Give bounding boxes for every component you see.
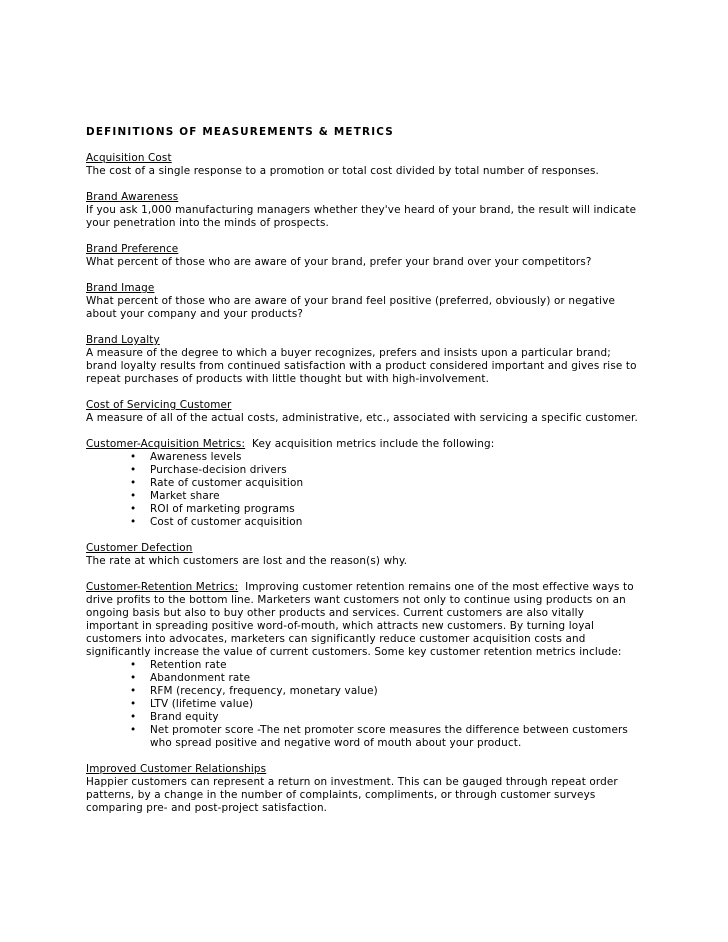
- body-line: A measure of all of the actual costs, administrative, etc., associated with servicing a specific customer.: [86, 412, 638, 424]
- body-line: If you ask 1,000 manufacturing managers whether they've heard of your brand, the result will indicate: [86, 204, 637, 216]
- list-item: [86, 516, 656, 529]
- section-heading: Customer-Acquisition Metrics:: [86, 438, 246, 450]
- body-line: patterns, by a change in the number of complaints, compliments, or through customer surveys: [86, 789, 596, 801]
- body-line: drive profits to the bottom line. Marketers want customers not only to continue using products on an: [86, 594, 626, 606]
- list-item: [86, 451, 656, 464]
- body-line: The cost of a single response to a promotion or total cost divided by total number of responses.: [86, 165, 599, 177]
- section-cost-of-servicing: [86, 399, 656, 425]
- acquisition-metrics-list: [86, 451, 656, 529]
- bullet-icon: •: [130, 711, 137, 723]
- retention-metrics-list: [86, 659, 656, 750]
- list-item-text: Retention rate: [150, 659, 227, 671]
- body-line: significantly increase the value of current customers. Some key customer retention metrics include:: [86, 646, 622, 658]
- body-line: about your company and your products?: [86, 308, 304, 320]
- bullet-icon: •: [130, 516, 137, 528]
- list-item: [86, 477, 656, 490]
- list-item: [86, 685, 656, 698]
- body-line: What percent of those who are aware of your brand, prefer your brand over your competitors?: [86, 256, 592, 268]
- body-line: your penetration into the minds of prospects.: [86, 217, 329, 229]
- list-item-text: Abandonment rate: [150, 672, 251, 684]
- list-item: [86, 724, 656, 750]
- list-item: [86, 711, 656, 724]
- bullet-icon: •: [130, 464, 137, 476]
- section-brand-awareness: [86, 191, 656, 230]
- bullet-icon: •: [130, 724, 137, 736]
- section-heading: Brand Awareness: [86, 191, 179, 203]
- section-acquisition-cost: [86, 152, 656, 178]
- body-line: important in spreading positive word-of-mouth, which attracts new customers. By turning loyal: [86, 620, 595, 632]
- body-line: ongoing basis but also to buy other products and services. Current customers are also vitally: [86, 607, 585, 619]
- section-heading: Brand Preference: [86, 243, 179, 255]
- list-item: [86, 490, 656, 503]
- list-item-text: Net promoter score -The net promoter score measures the difference between customers: [150, 724, 628, 736]
- section-heading-line: [86, 438, 656, 451]
- list-item-text: Purchase-decision drivers: [150, 464, 287, 476]
- bullet-icon: •: [130, 698, 137, 710]
- body-line: repeat purchases of products with little thought but with high-involvement.: [86, 373, 490, 385]
- document-page: [86, 126, 656, 828]
- body-line: comparing pre- and post-project satisfaction.: [86, 802, 328, 814]
- body-line: Happier customers can represent a return on investment. This can be gauged through repeat order: [86, 776, 618, 788]
- bullet-icon: •: [130, 659, 137, 671]
- section-acquisition-metrics: [86, 438, 656, 529]
- list-item: [86, 698, 656, 711]
- bullet-icon: •: [130, 672, 137, 684]
- section-brand-preference: [86, 243, 656, 269]
- body-line: brand loyalty results from continued satisfaction with a product considered important and gives rise to: [86, 360, 637, 372]
- list-item: [86, 464, 656, 477]
- section-retention-metrics: [86, 581, 656, 750]
- list-item-text: RFM (recency, frequency, monetary value): [150, 685, 378, 697]
- section-intro: Improving customer retention remains one of the most effective ways to: [238, 581, 634, 593]
- bullet-icon: •: [130, 451, 137, 463]
- list-item: [86, 659, 656, 672]
- section-heading: Improved Customer Relationships: [86, 763, 267, 775]
- section-improved-relationships: [86, 763, 656, 815]
- bullet-icon: •: [130, 503, 137, 515]
- list-item-text: Awareness levels: [150, 451, 242, 463]
- bullet-icon: •: [130, 490, 137, 502]
- section-heading: Cost of Servicing Customer: [86, 399, 232, 411]
- bullet-icon: •: [130, 685, 137, 697]
- list-item-text: Cost of customer acquisition: [150, 516, 303, 528]
- section-heading: Brand Loyalty: [86, 334, 160, 346]
- section-brand-loyalty: [86, 334, 656, 386]
- list-item-text: Rate of customer acquisition: [150, 477, 304, 489]
- body-line: A measure of the degree to which a buyer recognizes, prefers and insists upon a particular brand;: [86, 347, 611, 359]
- section-heading: Customer-Retention Metrics:: [86, 581, 239, 593]
- list-item-text: who spread positive and negative word of mouth about your product.: [150, 737, 522, 749]
- body-line: What percent of those who are aware of your brand feel positive (preferred, obviously) or negative: [86, 295, 616, 307]
- list-item: [86, 672, 656, 685]
- body-line: customers into advocates, marketers can significantly reduce customer acquisition costs and: [86, 633, 586, 645]
- page-title: DEFINITIONS OF MEASUREMENTS & METRICS: [86, 126, 394, 138]
- section-heading: Brand Image: [86, 282, 155, 294]
- list-item-text: LTV (lifetime value): [150, 698, 254, 710]
- section-heading: Customer Defection: [86, 542, 193, 554]
- bullet-icon: •: [130, 477, 137, 489]
- list-item: [86, 503, 656, 516]
- list-item-text: ROI of marketing programs: [150, 503, 295, 515]
- list-item-text: Market share: [150, 490, 220, 502]
- section-customer-defection: [86, 542, 656, 568]
- body-line: The rate at which customers are lost and the reason(s) why.: [86, 555, 408, 567]
- section-heading-line: [86, 581, 656, 594]
- section-intro: Key acquisition metrics include the following:: [245, 438, 495, 450]
- list-item-text: Brand equity: [150, 711, 219, 723]
- section-heading: Acquisition Cost: [86, 152, 172, 164]
- section-brand-image: [86, 282, 656, 321]
